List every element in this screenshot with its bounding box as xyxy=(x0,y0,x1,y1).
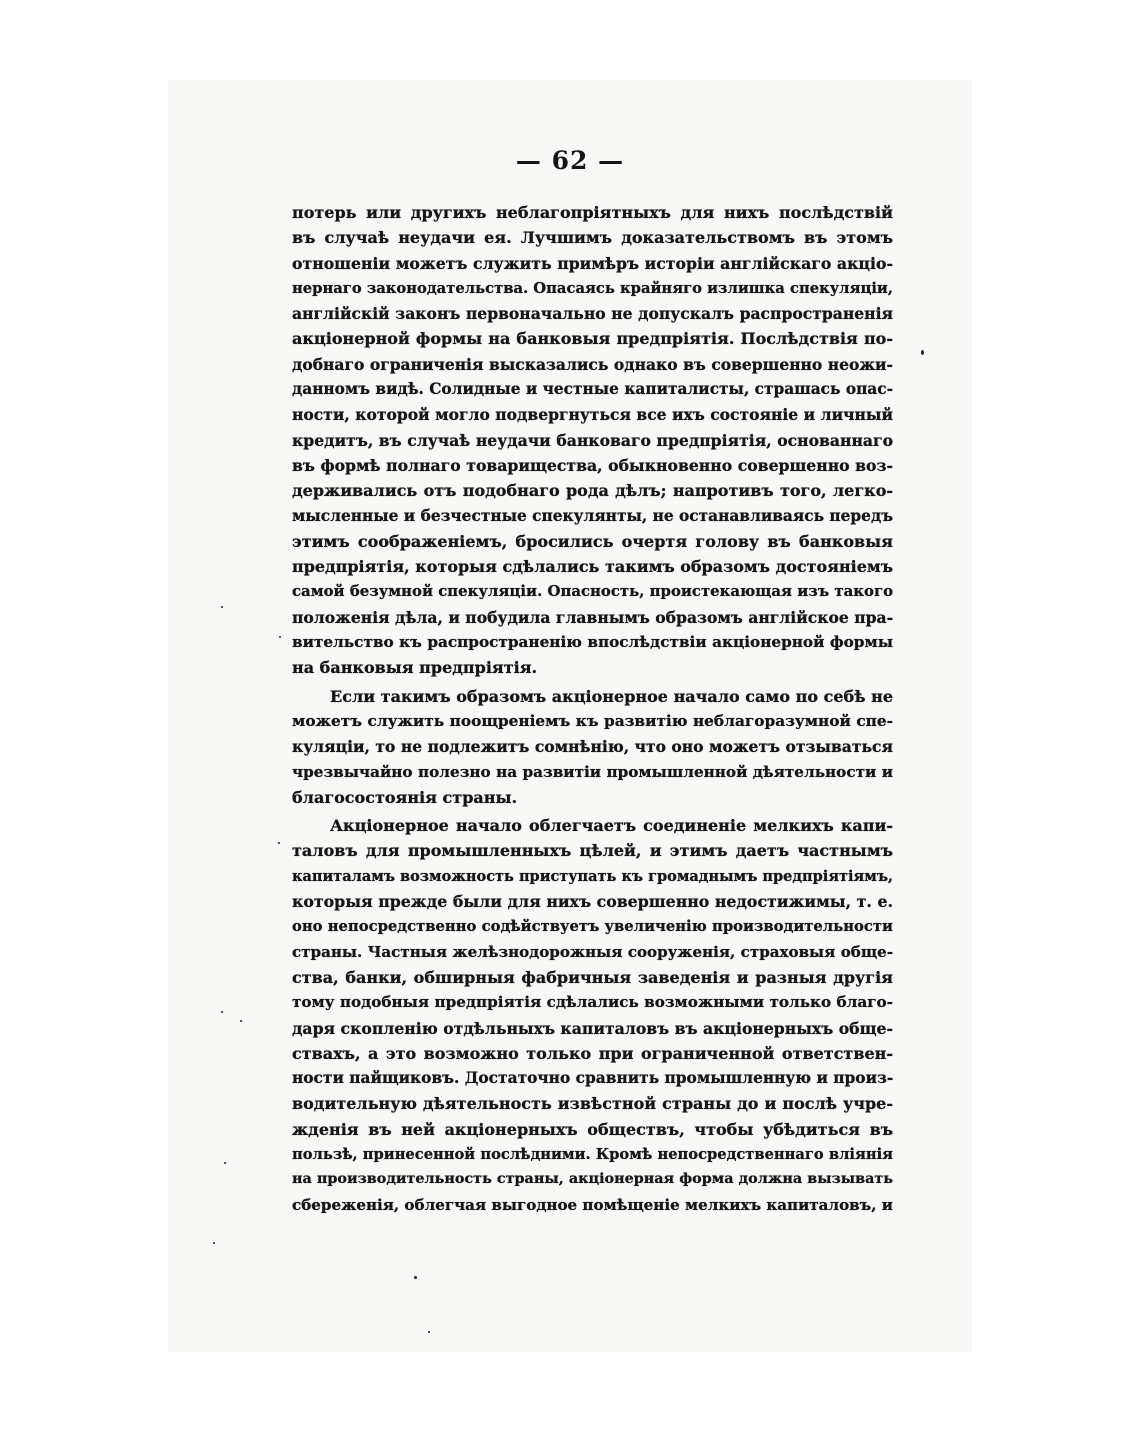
scan-speck xyxy=(428,1331,430,1333)
text-line: отношеніи можетъ служить примѣръ исторіи англійскаго акціо- xyxy=(292,253,893,273)
scan-speck xyxy=(221,606,223,608)
text-line: водительную дѣятельность извѣстной страны до и послѣ учре- xyxy=(292,1094,893,1114)
text-line: мысленные и безчестные спекулянты, не останавливаясь передъ xyxy=(292,506,893,525)
text-line: англійскій законъ первоначально не допускалъ распространенія xyxy=(292,304,893,324)
text-line: Акціонерное начало облегчаетъ соединеніе мелкихъ капи- xyxy=(330,816,893,836)
text-line: Если такимъ образомъ акціонерное начало само по себѣ не xyxy=(330,686,893,706)
text-line: таловъ для промышленныхъ цѣлей, и этимъ даетъ частнымъ xyxy=(292,841,893,861)
text-line: чрезвычайно полезно на развитіи промышленной дѣятельности и xyxy=(292,762,893,781)
text-line: потерь или другихъ неблагопріятныхъ для нихъ послѣдствій xyxy=(292,203,893,222)
scan-speck xyxy=(921,350,924,355)
scan-speck xyxy=(414,1276,417,1279)
scan-speck xyxy=(240,1020,242,1022)
text-line: сбереженія, облегчая выгодное помѣщеніе мелкихъ капиталовъ, и xyxy=(292,1195,893,1214)
text-line: тому подобныя предпріятія сдѣлались возможными только благо- xyxy=(292,993,893,1012)
text-line: на производительность страны, акціонерная форма должна вызывать xyxy=(292,1171,893,1188)
text-line: ности пайщиковъ. Достаточно сравнить промышленную и произ- xyxy=(292,1069,894,1088)
text-line: на банковыя предпріятія. xyxy=(292,658,538,678)
page-number: — 62 — xyxy=(515,146,625,175)
text-line: предпріятія, которыя сдѣлались такимъ образомъ достояніемъ xyxy=(292,557,893,577)
scan-speck xyxy=(278,842,280,844)
paragraph xyxy=(292,200,893,681)
text-line: куляціи, то не подлежитъ сомнѣнію, что оно можетъ отзываться xyxy=(292,737,893,757)
text-line: нернаго законодательства. Опасаясь крайняго излишка спекуляціи, xyxy=(292,279,893,297)
text-line: жденія въ ней акціонерныхъ обществъ, чтобы убѣдиться въ xyxy=(292,1119,893,1139)
text-line: въ формѣ полнаго товарищества, обыкновенно совершенно воз- xyxy=(292,455,893,475)
scan-speck xyxy=(213,1242,215,1244)
text-line: страны. Частныя желѣзнодорожныя сооруженія, страховыя обще- xyxy=(292,942,893,961)
text-line: акціонерной формы на банковыя предпріятія. Послѣдствія по- xyxy=(292,329,893,349)
text-line: благосостоянія страны. xyxy=(292,787,518,807)
text-line: въ случаѣ неудачи ея. Лучшимъ доказательствомъ въ этомъ xyxy=(292,228,893,248)
scan-speck xyxy=(224,1162,226,1164)
text-line: ства, банки, обширныя фабричныя заведенія и разныя другія xyxy=(292,967,893,987)
text-line: самой безумной спекуляціи. Опасность, проистекающая изъ такого xyxy=(292,582,893,601)
text-line: которыя прежде были для нихъ совершенно недостижимы, т. е. xyxy=(292,892,893,912)
text-line: можетъ служить поощреніемъ къ развитію неблагоразумной спе- xyxy=(292,711,893,730)
text-line: ствахъ, а это возможно только при ограниченной ответствен- xyxy=(292,1043,893,1063)
text-line: оно непосредственно содѣйствуетъ увеличенію производительности xyxy=(292,918,893,936)
text-line: положенія дѣла, и побудила главнымъ образомъ англійское пра- xyxy=(292,607,894,627)
text-line: ности, которой могло подвергнуться все ихъ состояніе и личный xyxy=(292,405,893,425)
text-line: капиталамъ возможность приступать къ громаднымъ предпріятіямъ, xyxy=(292,867,893,885)
text-line: данномъ видѣ. Солидные и честные капиталисты, страшась опас- xyxy=(292,380,893,399)
scan-speck xyxy=(279,636,281,638)
text-line: этимъ соображеніемъ, бросились очертя голову въ банковыя xyxy=(292,531,893,551)
text-line: даря скопленію отдѣльныхъ капиталовъ въ акціонерныхъ обще- xyxy=(292,1018,893,1038)
text-line: добнаго ограниченія высказались однако въ совершенно неожи- xyxy=(292,354,893,374)
paragraph xyxy=(292,684,893,810)
text-line: кредитъ, въ случаѣ неудачи банковаго предпріятія, основаннаго xyxy=(292,430,893,450)
paragraph xyxy=(292,813,893,1218)
text-line: держивались отъ подобнаго рода дѣлъ; напротивъ того, легко- xyxy=(292,481,893,501)
text-line: пользѣ, принесенной послѣдними. Кромѣ непосредственнаго вліянія xyxy=(292,1145,893,1163)
scan-speck xyxy=(221,1011,223,1013)
body-text xyxy=(292,200,893,1218)
text-line: вительство къ распространенію впослѣдствіи акціонерной формы xyxy=(292,633,893,652)
